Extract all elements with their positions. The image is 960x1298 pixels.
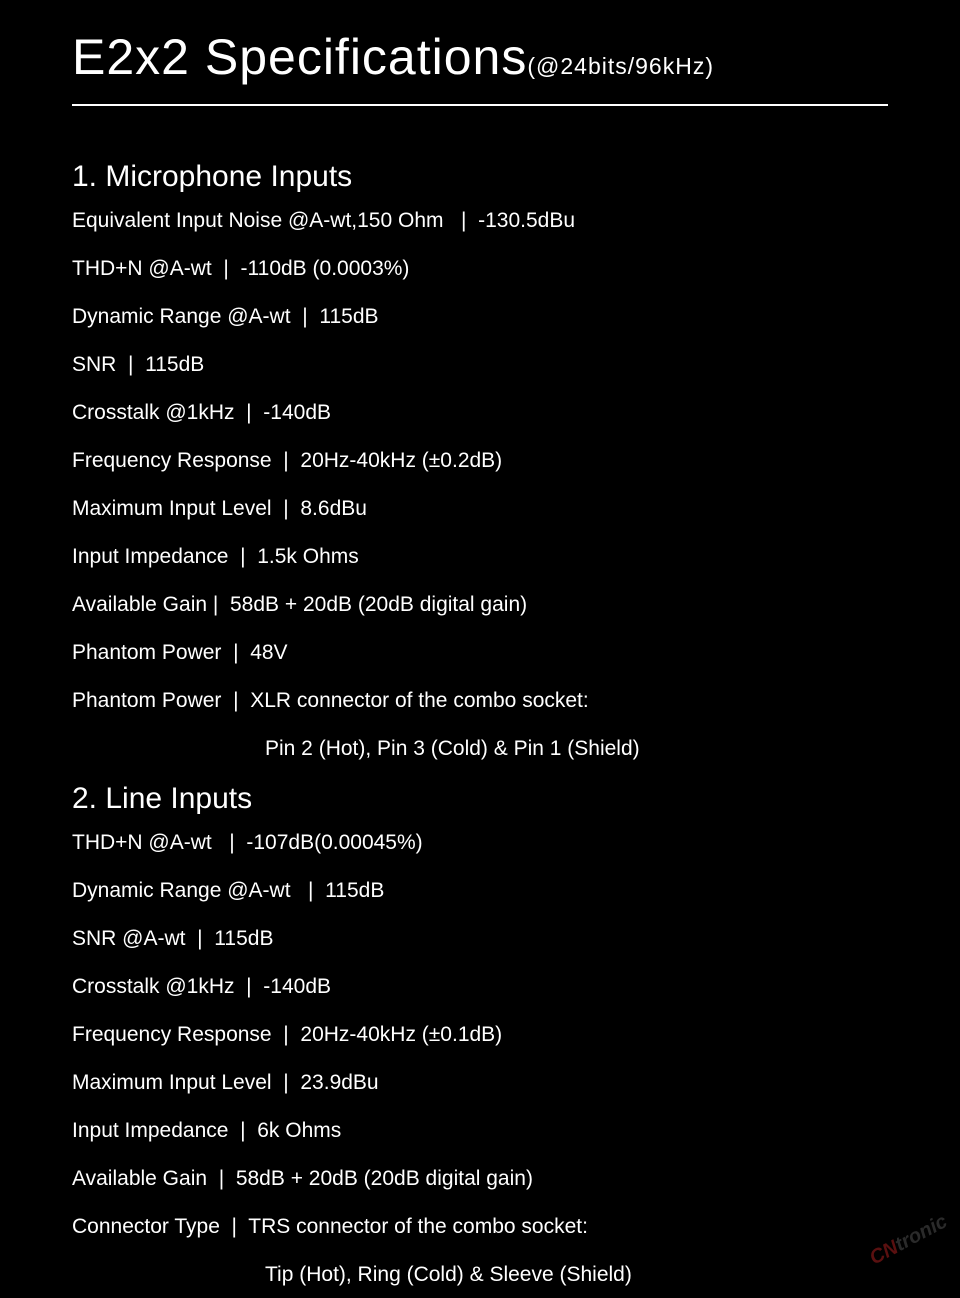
section-heading-line-inputs: 2. Line Inputs xyxy=(72,782,253,815)
spec-line: Crosstalk @1kHz | -140dB xyxy=(72,401,332,424)
spec-line: THD+N @A-wt | -107dB(0.00045%) xyxy=(72,831,423,854)
watermark-prefix: CN xyxy=(866,1236,902,1270)
spec-line: Available Gain | 58dB + 20dB (20dB digital gain) xyxy=(72,1167,533,1190)
title-main: E2x2 Specifications xyxy=(72,29,528,85)
spec-line: Input Impedance | 1.5k Ohms xyxy=(72,545,359,568)
title-divider xyxy=(72,104,888,106)
spec-line: Dynamic Range @A-wt | 115dB xyxy=(72,305,379,328)
watermark-rest: tronic xyxy=(891,1210,951,1256)
spec-line: Input Impedance | 6k Ohms xyxy=(72,1119,342,1142)
spec-line: SNR @A-wt | 115dB xyxy=(72,927,274,950)
spec-line: Frequency Response | 20Hz-40kHz (±0.1dB) xyxy=(72,1023,503,1046)
spec-line: Maximum Input Level | 23.9dBu xyxy=(72,1071,379,1094)
spec-line: Phantom Power | 48V xyxy=(72,641,288,664)
spec-line: SNR | 115dB xyxy=(72,353,205,376)
watermark xyxy=(866,1210,951,1270)
spec-line: Connector Type | TRS connector of the combo socket: xyxy=(72,1215,588,1238)
spec-line: Frequency Response | 20Hz-40kHz (±0.2dB) xyxy=(72,449,503,472)
spec-line: Dynamic Range @A-wt | 115dB xyxy=(72,879,385,902)
spec-line: Crosstalk @1kHz | -140dB xyxy=(72,975,332,998)
section-heading-microphone-inputs: 1. Microphone Inputs xyxy=(72,160,353,193)
spec-line-continuation: Tip (Hot), Ring (Cold) & Sleeve (Shield) xyxy=(265,1263,632,1286)
spec-line: Phantom Power | XLR connector of the combo socket: xyxy=(72,689,589,712)
page-title xyxy=(72,28,714,86)
spec-line: THD+N @A-wt | -110dB (0.0003%) xyxy=(72,257,410,280)
spec-line: Maximum Input Level | 8.6dBu xyxy=(72,497,367,520)
title-subtitle: (@24bits/96kHz) xyxy=(527,53,714,79)
spec-line: Equivalent Input Noise @A-wt,150 Ohm | -130.5dBu xyxy=(72,209,576,232)
spec-line-continuation: Pin 2 (Hot), Pin 3 (Cold) & Pin 1 (Shield) xyxy=(265,737,640,760)
spec-line: Available Gain | 58dB + 20dB (20dB digital gain) xyxy=(72,593,528,616)
